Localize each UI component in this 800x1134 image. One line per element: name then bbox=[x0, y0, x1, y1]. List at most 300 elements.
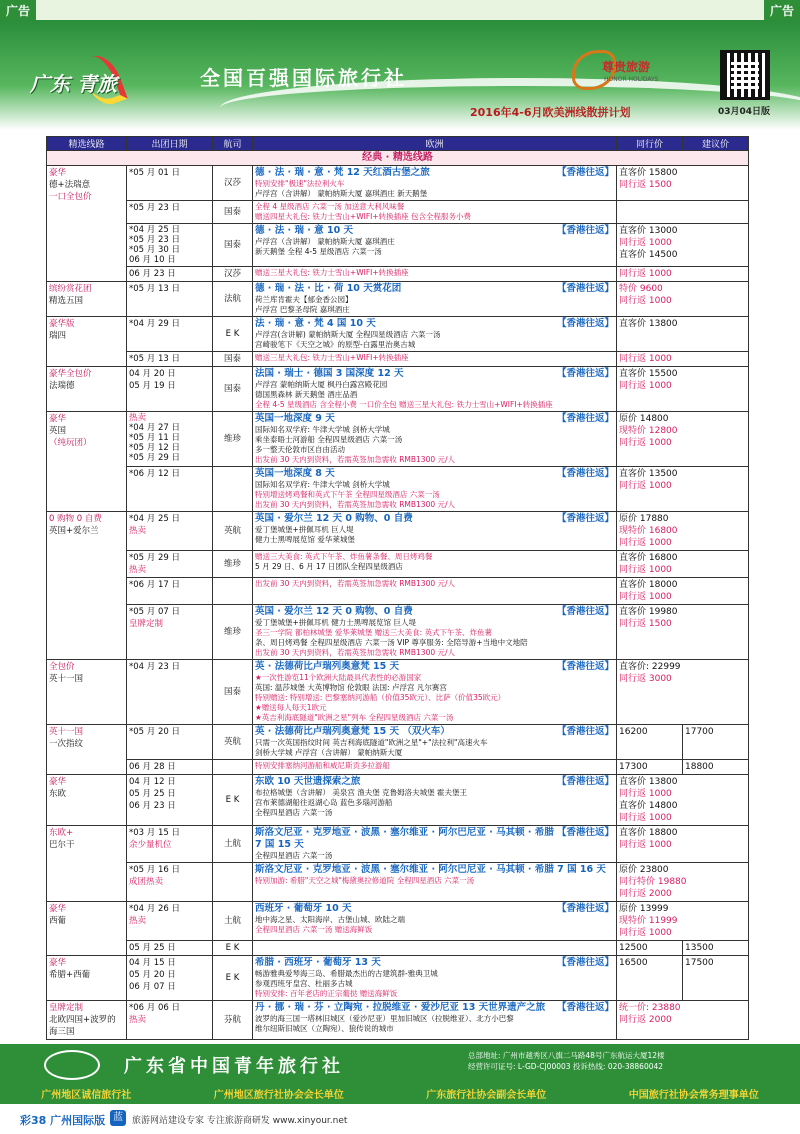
table-row bbox=[47, 902, 749, 941]
route-cell bbox=[253, 941, 617, 956]
line-text: 皇牌定制 bbox=[49, 1003, 84, 1013]
price-item: 直客价: 22999 bbox=[619, 662, 681, 672]
line-text: 东欧+ bbox=[49, 828, 74, 838]
price-item: 现特价 11999 bbox=[619, 916, 678, 926]
departure-date: 热卖 bbox=[129, 1015, 147, 1025]
footer-org-name: 广东省中国青年旅行社 bbox=[124, 1056, 344, 1077]
route-detail: 波罗的海三国一塔林旧城区（爱沙尼亚）里加旧城区（拉脱维亚）、北方小巴黎 bbox=[255, 1014, 514, 1023]
route-title bbox=[255, 661, 614, 673]
price-item: 同行返 1000 bbox=[619, 538, 672, 548]
price-cell bbox=[617, 551, 749, 578]
suggest-price: 13500 bbox=[683, 941, 749, 956]
tour-table-wrap bbox=[46, 136, 748, 1040]
route-cell bbox=[253, 224, 617, 267]
line-cell bbox=[47, 282, 127, 317]
departure-date: *05 月 23 日 bbox=[129, 203, 180, 213]
airline-cell bbox=[213, 467, 253, 512]
departure-date: *05 月 30 日 bbox=[129, 245, 180, 255]
line-cell bbox=[47, 826, 127, 902]
date-cell bbox=[127, 941, 213, 956]
line-text: 希腊+西葡 bbox=[49, 970, 91, 980]
date-cell bbox=[127, 224, 213, 267]
departure-date: *05 月 23 日 bbox=[129, 235, 180, 245]
price-item: 同行返 1000 bbox=[619, 592, 672, 602]
price-cell bbox=[617, 826, 749, 863]
departure-date: 05 月 19 日 bbox=[129, 381, 176, 391]
airline-cell: 芬航 bbox=[213, 1001, 253, 1040]
route-cell bbox=[253, 317, 617, 352]
route-detail: 特别安排: 百年老店的正宗葡挞 赠送海鲜饭 bbox=[255, 989, 398, 998]
route-detail: 5 月 29 日、6 月 17 日团队全程四星级酒店 bbox=[255, 562, 403, 571]
line-cell bbox=[47, 725, 127, 775]
table-row bbox=[47, 760, 749, 775]
route-detail: 畅游雅典爱琴海三岛、希腊最杰出的古建筑群-雅典卫城 bbox=[255, 969, 438, 978]
route-detail: 宫布莱德湖船往返湖心岛 蓝色多瑙河游船 bbox=[255, 798, 393, 807]
airline-cell: 国泰 bbox=[213, 352, 253, 367]
date-cell bbox=[127, 367, 213, 412]
route-cell bbox=[253, 166, 617, 201]
route-title-text: 德 · 瑞 · 法 · 比 · 荷 10 天赏花团 bbox=[255, 283, 402, 294]
table-row bbox=[47, 551, 749, 578]
top-band bbox=[0, 0, 800, 20]
line-text: 一口全包价 bbox=[49, 192, 92, 202]
route-title bbox=[255, 225, 614, 237]
route-detail: 卢浮宫（含讲解） 蒙帕纳斯大厦 嘉琪酒庄 新天鹅堡 bbox=[255, 189, 428, 198]
route-title bbox=[255, 1002, 614, 1014]
table-row bbox=[47, 863, 749, 902]
departure-date: 成团热卖 bbox=[129, 877, 164, 887]
route-title-text: 德 · 法 · 瑞 · 意 10 天 bbox=[255, 225, 354, 236]
route-detail: ★赠送每人每天1欧元 bbox=[255, 703, 327, 712]
date-cell bbox=[127, 863, 213, 902]
price-cell bbox=[617, 578, 749, 605]
route-detail: 爱丁堡城堡+拼佩耳机 健力士黑啤展览馆 巨人堤 bbox=[255, 618, 417, 627]
route-cell bbox=[253, 902, 617, 941]
gdcyts-logo bbox=[30, 54, 180, 116]
route-return-tag: 【香港往返】 bbox=[556, 468, 614, 479]
route-cell bbox=[253, 267, 617, 282]
route-detail: 新天鹅堡 全程 4-5 星级酒店 六菜一汤 bbox=[255, 247, 382, 256]
route-detail: 出发前 30 天内到资料，若需英签加急需收 RMB1300 元/人 bbox=[255, 579, 456, 588]
route-title-text: 东欧 10 天世遗探索之旅 bbox=[255, 776, 361, 787]
date-cell bbox=[127, 412, 213, 467]
peer-price: 17300 bbox=[617, 760, 683, 775]
line-text: 德+法瑞意 bbox=[49, 180, 91, 190]
price-cell bbox=[617, 863, 749, 902]
line-text: 东欧 bbox=[49, 789, 67, 799]
airline-cell: E K bbox=[213, 775, 253, 826]
price-cell bbox=[617, 282, 749, 317]
route-return-tag: 【香港往返】 bbox=[556, 368, 614, 379]
page-number: 彩38 广州国际版 bbox=[20, 1114, 106, 1127]
date-cell bbox=[127, 775, 213, 826]
route-title-text: 希腊 · 西班牙 · 葡萄牙 13 天 bbox=[255, 957, 381, 968]
departure-date: 06 月 07 日 bbox=[129, 982, 176, 992]
price-item: 直客价 18800 bbox=[619, 828, 678, 838]
departure-date: *05 月 20 日 bbox=[129, 727, 180, 737]
price-item: 直客价 16800 bbox=[619, 553, 678, 563]
route-cell bbox=[253, 282, 617, 317]
price-cell bbox=[617, 660, 749, 725]
header-title: 全国百强国际旅行社 bbox=[200, 66, 407, 90]
route-detail: 特别加游: 希腊"天空之城"梅黛奥拉修道院 全程四星酒店 六菜一汤 bbox=[255, 876, 475, 885]
date-cell bbox=[127, 826, 213, 863]
price-item: 同行返 1000 bbox=[619, 381, 672, 391]
table-row bbox=[47, 725, 749, 760]
departure-date: *04 月 25 日 bbox=[129, 225, 180, 235]
departure-date: *03 月 15 日 bbox=[129, 828, 180, 838]
departure-date: *05 月 11 日 bbox=[129, 433, 180, 443]
price-cell bbox=[617, 902, 749, 941]
route-title-text: 斯洛文尼亚 · 克罗地亚 · 波黑 · 塞尔维亚 · 阿尔巴尼亚 · 马其顿 · 希腊 7 国 15 天 bbox=[255, 827, 554, 850]
price-item: 直客价 15500 bbox=[619, 369, 678, 379]
date-cell bbox=[127, 512, 213, 551]
table-row bbox=[47, 282, 749, 317]
peer-price: 16500 bbox=[617, 956, 683, 1001]
price-item: 同行返 2000 bbox=[619, 889, 672, 899]
line-cell bbox=[47, 166, 127, 282]
route-title bbox=[255, 368, 614, 380]
route-cell bbox=[253, 367, 617, 412]
line-text: 豪华 bbox=[49, 904, 67, 914]
line-text: 豪华 bbox=[49, 414, 67, 424]
departure-date: *05 月 12 日 bbox=[129, 443, 180, 453]
th-price: 同行价 bbox=[617, 137, 683, 151]
departure-date: 06 月 23 日 bbox=[129, 269, 176, 279]
route-detail: 赠送三星大礼包: 铁力士雪山+WIFI+转换插座 bbox=[255, 268, 409, 277]
route-title-text: 英 · 法德荷比卢瑞列奥意梵 15 天 （双火车） bbox=[255, 726, 450, 737]
th-line: 精选线路 bbox=[47, 137, 127, 151]
airline-cell: 法航 bbox=[213, 282, 253, 317]
table-row bbox=[47, 467, 749, 512]
route-title bbox=[255, 468, 614, 480]
suggest-price: 18800 bbox=[683, 760, 749, 775]
price-item: 同行返 1500 bbox=[619, 180, 672, 190]
line-text: 瑞四 bbox=[49, 331, 67, 341]
price-item: 原价 13999 bbox=[619, 904, 669, 914]
date-cell bbox=[127, 166, 213, 201]
route-cell bbox=[253, 605, 617, 660]
route-cell bbox=[253, 826, 617, 863]
price-cell bbox=[617, 352, 749, 367]
route-cell bbox=[253, 201, 617, 224]
edition-date: 03月04日版 bbox=[718, 107, 771, 117]
xinyour-logo-icon: 蓝 bbox=[110, 1110, 126, 1126]
footer-unit: 广州地区旅行社协会会长单位 bbox=[213, 1089, 344, 1101]
route-title bbox=[255, 606, 614, 618]
date-cell bbox=[127, 551, 213, 578]
price-item: 原价 23800 bbox=[619, 865, 669, 875]
footer-address: 总部地址: 广州市越秀区八旗二马路48号广东航运大厦12楼 bbox=[468, 1051, 665, 1060]
table-row bbox=[47, 605, 749, 660]
departure-date: *05 月 29 日 bbox=[129, 553, 180, 563]
line-text: 北欧四国+波罗的海三国 bbox=[49, 1015, 116, 1037]
route-cell bbox=[253, 760, 617, 775]
route-return-tag: 【香港往返】 bbox=[556, 903, 614, 914]
route-cell bbox=[253, 412, 617, 467]
line-text: 英十一国 bbox=[49, 674, 84, 684]
departure-date: 06 月 28 日 bbox=[129, 762, 176, 772]
honor-holidays-logo bbox=[572, 50, 692, 94]
route-cell bbox=[253, 578, 617, 605]
price-item: 同行返 1000 bbox=[619, 813, 672, 823]
line-text: 豪华 bbox=[49, 958, 67, 968]
line-cell bbox=[47, 412, 127, 512]
airline-cell: 国泰 bbox=[213, 660, 253, 725]
price-cell bbox=[617, 224, 749, 267]
route-return-tag: 【香港往返】 bbox=[556, 513, 614, 524]
airline-cell: E K bbox=[213, 956, 253, 1001]
price-item: 原价 17880 bbox=[619, 514, 669, 524]
line-text: 英十一国 bbox=[49, 727, 84, 737]
footer-unit: 中国旅行社协会常务理事单位 bbox=[628, 1089, 759, 1101]
route-detail: 特别增送烤鸡餐和英式下午茶 全程四星级酒店 六菜一汤 bbox=[255, 490, 440, 499]
route-detail: 健力士黑啤展览馆 爱华莱城堡 bbox=[255, 535, 355, 544]
plan-title: 2016年4-6月欧美洲线散拼计划 bbox=[470, 106, 631, 119]
route-return-tag: 【香港往返】 bbox=[556, 661, 614, 672]
route-title-text: 法国 · 瑞士 · 德国 3 国深度 12 天 bbox=[255, 368, 404, 379]
route-cell bbox=[253, 863, 617, 902]
line-text: 西葡 bbox=[49, 916, 67, 926]
th-date: 出团日期 bbox=[127, 137, 213, 151]
table-row bbox=[47, 352, 749, 367]
route-cell bbox=[253, 1001, 617, 1040]
line-text: 英国 bbox=[49, 426, 67, 436]
table-row bbox=[47, 826, 749, 863]
route-detail: 维尔纽斯旧城区（立陶宛）、狼传说的城市 bbox=[255, 1024, 394, 1033]
price-cell bbox=[617, 512, 749, 551]
departure-date: 热卖 bbox=[129, 526, 147, 536]
airline-cell: 英航 bbox=[213, 512, 253, 551]
route-title-text: 德 · 法 · 瑞 · 意 · 梵 12 天红酒古堡之旅 bbox=[255, 167, 430, 178]
route-cell bbox=[253, 725, 617, 760]
route-title-text: 法 · 瑞 · 意 · 梵 4 国 10 天 bbox=[255, 318, 376, 329]
route-title-text: 英 · 法德荷比卢瑞列奥意梵 15 天 bbox=[255, 661, 400, 672]
price-item: 同行返 1000 bbox=[619, 565, 672, 575]
price-item: 同行返 2000 bbox=[619, 1015, 672, 1025]
route-detail: 卢浮宫 蒙帕纳斯大厦 枫丹白露宫殿花园 bbox=[255, 380, 388, 389]
route-detail: 荷兰库肯霍夫【郁金香公园】 bbox=[255, 295, 353, 304]
price-item: 直客价 13800 bbox=[619, 319, 678, 329]
price-cell bbox=[617, 317, 749, 352]
route-return-tag: 【香港往返】 bbox=[556, 606, 614, 617]
airline-cell: 土航 bbox=[213, 902, 253, 941]
route-title-text: 英国 · 爱尔兰 12 天 0 购物、0 自费 bbox=[255, 513, 413, 524]
table-row bbox=[47, 412, 749, 467]
route-detail: 布拉格城堡（含讲解） 美泉宫 渔夫堡 克鲁姆洛夫城堡 霍夫堡王 bbox=[255, 788, 468, 797]
price-item: 统一价: 23880 bbox=[619, 1003, 681, 1013]
date-cell bbox=[127, 282, 213, 317]
price-cell bbox=[617, 201, 749, 224]
table-row bbox=[47, 578, 749, 605]
th-airline: 航司 bbox=[213, 137, 253, 151]
date-cell bbox=[127, 956, 213, 1001]
line-text: 法瑞德 bbox=[49, 381, 75, 391]
route-detail: 特别安排塞纳河游船和威尼斯贡多拉游船 bbox=[255, 761, 390, 770]
route-cell bbox=[253, 956, 617, 1001]
airline-cell: E K bbox=[213, 317, 253, 352]
peer-price: 12500 bbox=[617, 941, 683, 956]
price-cell bbox=[617, 166, 749, 201]
date-cell bbox=[127, 605, 213, 660]
airline-cell bbox=[213, 578, 253, 605]
departure-date: 余少量机位 bbox=[129, 840, 172, 850]
date-cell bbox=[127, 1001, 213, 1040]
route-detail: 圣三一学院 都柏林城堡 爱华莱城堡 赠送三大美食: 英式下午茶、炸鱼薯 bbox=[255, 628, 493, 637]
date-cell bbox=[127, 317, 213, 352]
tour-body bbox=[47, 151, 749, 1040]
route-detail: 出发前 30 天内到资料，若需英签加急需收 RMB1300 元/人 bbox=[255, 648, 456, 657]
date-cell bbox=[127, 467, 213, 512]
price-item: 直客价 15800 bbox=[619, 168, 678, 178]
price-item: 同行返 1000 bbox=[619, 238, 672, 248]
route-detail: 国际知名双学府: 牛津大学城 剑桥大学城 bbox=[255, 480, 390, 489]
route-detail: 全程四星酒店 六菜一汤 bbox=[255, 851, 333, 860]
route-detail: 全程四星酒店 六菜一汤 赠送海鲜饭 bbox=[255, 925, 373, 934]
airline-cell bbox=[213, 863, 253, 902]
price-cell bbox=[617, 412, 749, 467]
line-cell bbox=[47, 956, 127, 1001]
table-row bbox=[47, 660, 749, 725]
airline-cell: E K bbox=[213, 941, 253, 956]
section-title: 经典 · 精选线路 bbox=[47, 151, 749, 166]
route-title bbox=[255, 413, 614, 425]
departure-date: *05 月 29 日 bbox=[129, 453, 180, 463]
route-cell bbox=[253, 352, 617, 367]
route-title-text: 英国 · 爱尔兰 12 天 0 购物、0 自费 bbox=[255, 606, 413, 617]
route-title bbox=[255, 827, 614, 851]
route-return-tag: 【香港往返】 bbox=[556, 283, 614, 294]
date-cell bbox=[127, 578, 213, 605]
price-item: 同行返 1000 bbox=[619, 354, 672, 364]
route-title bbox=[255, 283, 614, 295]
route-detail: 剑桥大学城 卢浮宫（含讲解） 蒙帕纳斯大厦 bbox=[255, 748, 403, 757]
logo-text: 广东 青旅 bbox=[30, 72, 117, 96]
price-item: 同行返 1000 bbox=[619, 296, 672, 306]
price-item: 同行返 1000 bbox=[619, 481, 672, 491]
date-cell bbox=[127, 902, 213, 941]
header-banner bbox=[0, 20, 800, 130]
line-text: （纯玩团） bbox=[49, 438, 92, 448]
route-detail: 卢浮宫（含讲解） 蒙帕纳斯大厦 嘉琪酒庄 bbox=[255, 237, 395, 246]
line-cell bbox=[47, 775, 127, 826]
route-detail: 出发前 30 天内到资料，若需英签加急需收 RMB1300 元/人 bbox=[255, 455, 456, 464]
route-return-tag: 【香港往返】 bbox=[556, 1002, 614, 1013]
departure-date: *04 月 29 日 bbox=[129, 319, 180, 329]
price-item: 特价 9600 bbox=[619, 284, 663, 294]
table-row bbox=[47, 224, 749, 267]
departure-date: 热卖 bbox=[129, 916, 147, 926]
airline-cell bbox=[213, 760, 253, 775]
price-item: 同行返 1000 bbox=[619, 840, 672, 850]
departure-date: 热卖 bbox=[129, 565, 147, 575]
route-return-tag: 【香港往返】 bbox=[556, 776, 614, 787]
route-return-tag: 【香港往返】 bbox=[556, 726, 614, 737]
brand-en: HONOR HOLIDAYS bbox=[604, 76, 659, 83]
route-detail: 宫崎骏笔下《天空之城》的原型-白露里治奥古城 bbox=[255, 340, 416, 349]
route-cell bbox=[253, 660, 617, 725]
route-return-tag: 【香港往返】 bbox=[556, 225, 614, 236]
footer-logo-icon bbox=[44, 1050, 100, 1080]
route-title bbox=[255, 513, 614, 525]
route-detail: 国际知名双学府: 牛津大学城 剑桥大学城 bbox=[255, 425, 390, 434]
departure-date: 04 月 12 日 bbox=[129, 777, 176, 787]
route-detail: 条、周日烤鸡餐 全程四星级酒店 六菜一汤 VIP 尊享服务: 全陪导游+当地中文地陪 bbox=[255, 638, 528, 647]
airline-cell: 汉莎 bbox=[213, 166, 253, 201]
route-detail: 赠送三大美食: 英式下午茶、炸鱼薯条餐、周日烤鸡餐 bbox=[255, 552, 433, 561]
peer-price: 16200 bbox=[617, 725, 683, 760]
departure-date: 05 月 25 日 bbox=[129, 943, 176, 953]
price-item: 同行返 1000 bbox=[619, 269, 672, 279]
table-row bbox=[47, 775, 749, 826]
brand-cn: 尊贵旅游 bbox=[602, 60, 651, 74]
page-slogan: 旅游网站建设专家 专注旅游商研发 www.xinyour.net bbox=[132, 1116, 348, 1126]
ad-label-right: 广告 bbox=[764, 0, 800, 20]
route-detail: ★一次性游览11个欧洲大陆最具代表性的必游国家 bbox=[255, 673, 422, 682]
airline-cell: 土航 bbox=[213, 826, 253, 863]
route-cell bbox=[253, 467, 617, 512]
price-item: 现特价 12800 bbox=[619, 426, 678, 436]
route-detail: 赠送三星大礼包: 铁力士雪山+WIFI+转换插座 bbox=[255, 353, 409, 362]
price-item: 同行特价 19880 bbox=[619, 877, 687, 887]
price-item: 直客价 14800 bbox=[619, 801, 678, 811]
footer-unit: 广州地区诚信旅行社 bbox=[41, 1089, 132, 1101]
departure-date: *06 月 06 日 bbox=[129, 1003, 180, 1013]
departure-date: 05 月 25 日 bbox=[129, 789, 176, 799]
line-text: 全包价 bbox=[49, 662, 75, 672]
line-text: 豪华 bbox=[49, 168, 67, 178]
price-item: 现特价 16800 bbox=[619, 526, 678, 536]
price-item: 直客价 13800 bbox=[619, 777, 678, 787]
departure-date: *06 月 12 日 bbox=[129, 469, 180, 479]
price-cell bbox=[617, 1001, 749, 1040]
table-row bbox=[47, 166, 749, 201]
line-cell bbox=[47, 367, 127, 412]
route-title-text: 斯洛文尼亚 · 克罗地亚 · 波黑 · 塞尔维亚 · 阿尔巴尼亚 · 马其顿 · 希腊 7 国 16 天 bbox=[255, 864, 606, 875]
line-text: 豪华 bbox=[49, 777, 67, 787]
price-item: 直客价 13500 bbox=[619, 469, 678, 479]
date-cell bbox=[127, 725, 213, 760]
route-detail: 卢浮宫 巴黎圣母院 嘉琪酒庄 bbox=[255, 305, 350, 314]
route-title bbox=[255, 167, 614, 179]
price-cell bbox=[617, 775, 749, 826]
table-row bbox=[47, 1001, 749, 1040]
line-text: 豪华版 bbox=[49, 319, 75, 329]
departure-date: 04 月 15 日 bbox=[129, 958, 176, 968]
bottom-bar bbox=[0, 1104, 800, 1134]
route-return-tag: 【香港往返】 bbox=[556, 318, 614, 329]
airline-cell: 国泰 bbox=[213, 367, 253, 412]
line-text: 精选五国 bbox=[49, 296, 84, 306]
airline-cell: 国泰 bbox=[213, 201, 253, 224]
route-return-tag: 【香港往返】 bbox=[556, 957, 614, 968]
airline-cell: 维珍 bbox=[213, 551, 253, 578]
date-cell bbox=[127, 352, 213, 367]
tour-table bbox=[46, 136, 749, 1040]
route-return-tag: 【香港往返】 bbox=[556, 167, 614, 178]
footer-address-block bbox=[468, 1050, 665, 1072]
table-row bbox=[47, 367, 749, 412]
table-row bbox=[47, 201, 749, 224]
departure-date: 04 月 20 日 bbox=[129, 369, 176, 379]
line-text: 英国+爱尔兰 bbox=[49, 526, 99, 536]
footer bbox=[0, 1044, 800, 1104]
line-text: 一次指纹 bbox=[49, 739, 84, 749]
departure-date: *04 月 25 日 bbox=[129, 514, 180, 524]
price-item: 直客价 18000 bbox=[619, 580, 678, 590]
footer-license: 经营许可证号: L-GD-CJ00003 投诉热线: 020-38860042 bbox=[468, 1062, 664, 1071]
suggest-price: 17700 bbox=[683, 725, 749, 760]
